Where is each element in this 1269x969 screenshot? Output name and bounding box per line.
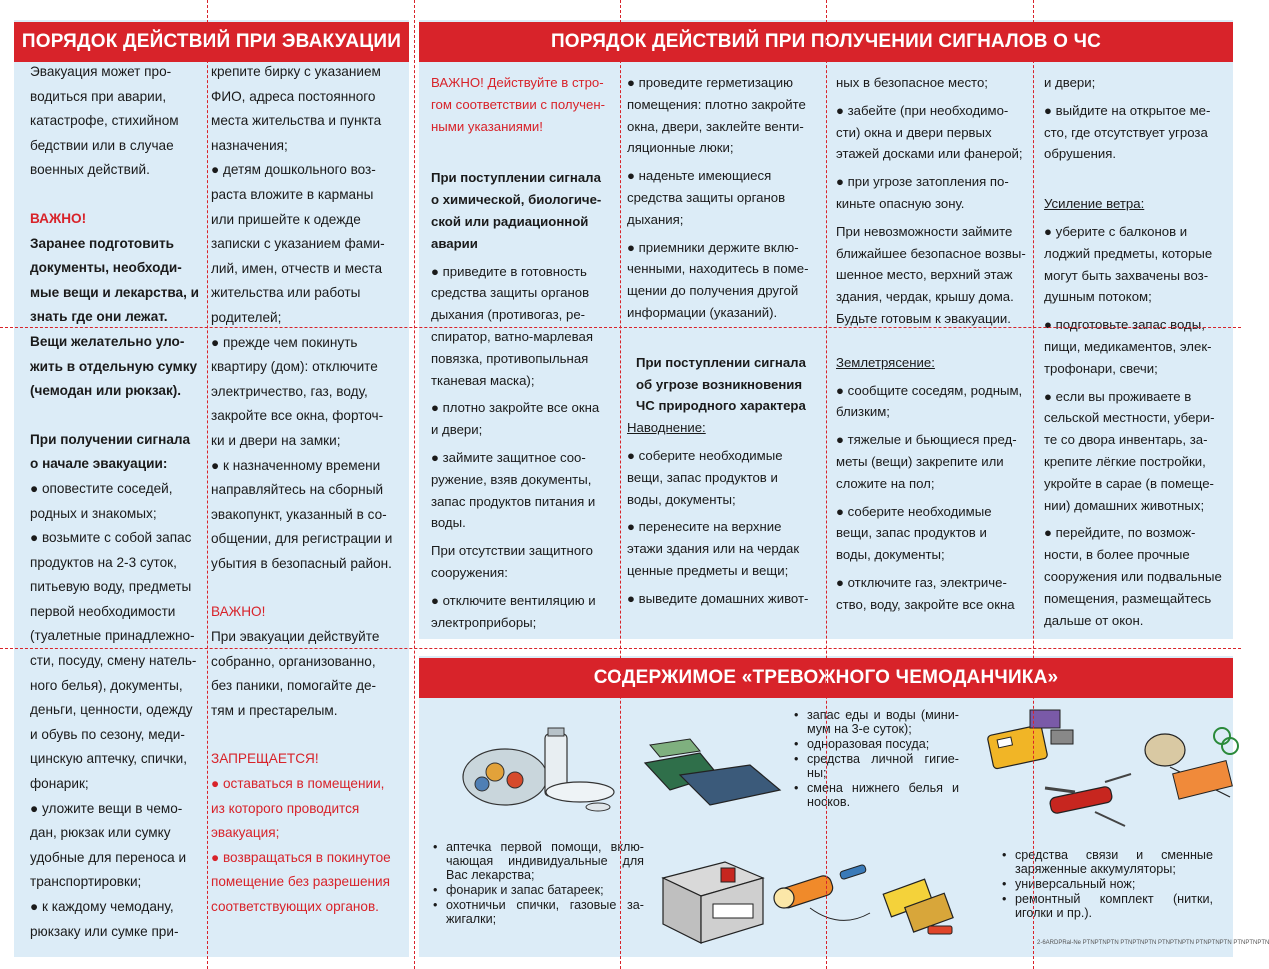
text-line: ● займите защитное соо- <box>431 449 586 465</box>
fold-line <box>0 327 1241 328</box>
text-line: (чемодан или рюкзак). <box>30 383 182 399</box>
text-line: знать где они лежат. <box>30 309 168 325</box>
text-line: квартиру (дом): отключите <box>211 359 378 375</box>
forbidden-label: ЗАПРЕЩАЕТСЯ! <box>211 751 319 767</box>
text-line: ближайшее безопасное возвы- <box>836 245 1026 261</box>
text-line: могут быть захвачены воз- <box>1044 267 1209 283</box>
text-line: цинскую аптечку, спички, <box>30 751 187 767</box>
text-line: ● наденьте имеющиеся <box>627 168 772 184</box>
text-line: крепите бирку с указанием <box>211 64 381 79</box>
fold-line <box>414 0 415 969</box>
text-line: дан, рюкзак или сумку <box>30 825 171 841</box>
text-line: ЧС природного характера <box>636 398 806 414</box>
pocket-knife-illustration <box>1035 770 1135 835</box>
text-line: ● уложите вещи в чемо- <box>30 800 183 816</box>
text-line: киньте опасную зону. <box>836 195 965 211</box>
kit-list-medical <box>432 840 644 927</box>
text-line: электроприборы; <box>431 614 537 630</box>
text-line: ● забейте (при необходимо- <box>836 102 1009 118</box>
text-line: ● к каждому чемодану, <box>30 899 174 914</box>
text-line: окна, двери, заклейте венти- <box>627 118 804 134</box>
list-item: • ремонтный комплект (нитки, иголки и пр.). <box>1001 892 1213 920</box>
text-line: сельской местности, убери- <box>1044 410 1215 426</box>
text-line: ● возвращаться в покинутое <box>211 849 391 865</box>
text-line: пищи, медикаментов, элек- <box>1044 338 1212 354</box>
text-line: родителей; <box>211 309 282 325</box>
text-line: ● выйдите на открытое ме- <box>1044 102 1211 118</box>
text-line: ● если вы проживаете в <box>1044 388 1192 404</box>
text-line: При невозможности займите <box>836 223 1013 239</box>
important-label: ВАЖНО! <box>30 210 87 226</box>
text-line: жить в отдельную сумку <box>30 358 198 374</box>
evac-header <box>14 22 409 62</box>
text-line: обрушения. <box>1044 146 1117 162</box>
text-line: об угрозе возникновения <box>636 376 803 392</box>
text-line: (туалетные принадлежно- <box>30 628 195 644</box>
signals-column-1 <box>431 72 617 633</box>
text-line: ● выведите домашних живот- <box>627 590 809 606</box>
list-item: • средства связи и сменные заряженные аккумуляторы; <box>1001 848 1213 876</box>
text-line: ● подготовьте запас воды, <box>1044 317 1205 333</box>
text-line: закройте все окна, форточ- <box>211 408 384 424</box>
text-line: ных в безопасное место; <box>836 75 988 90</box>
electronics-illustration <box>985 700 1085 775</box>
text-line: документы, необходи- <box>30 260 182 276</box>
text-line: ● оповестите соседей, <box>30 480 173 496</box>
text-line: близким; <box>836 404 890 420</box>
signals-column-2 <box>627 72 823 610</box>
text-line: ружение, взяв документы, <box>431 471 592 487</box>
signals-column-4 <box>1044 72 1228 631</box>
fold-line <box>620 0 621 969</box>
wind-heading: Усиление ветра: <box>1044 196 1145 212</box>
text-line: и обувь по сезону, меди- <box>30 726 185 742</box>
text-line: и двери; <box>431 422 483 438</box>
text-line: ● отключите вентиляцию и <box>431 592 596 608</box>
text-line: При получении сигнала <box>30 431 191 447</box>
text-line: ство, воду, закройте все окна <box>836 596 1015 612</box>
text-line: первой необходимости <box>30 603 176 619</box>
list-item: • универсальный нож; <box>1001 877 1213 891</box>
text-line: продуктов на 2-3 суток, <box>30 554 177 570</box>
text-line: шенное место, верхний этаж <box>836 267 1013 283</box>
text-line: ляционные люки; <box>627 140 734 156</box>
text-line: ● перенесите на верхние <box>627 519 782 535</box>
food-supplies-illustration <box>460 722 630 817</box>
flashlight-illustration <box>770 858 880 928</box>
text-line: мые вещи и лекарства, и <box>30 284 200 300</box>
print-footer: 2-6ARDPRal-Ne PTNPTNPTN PTNPTNPTN PTNPTNPTN PTNPTNPTN PTNPTNPTN <box>1037 940 1269 946</box>
clothes-illustration <box>640 735 790 810</box>
list-item: • одноразовая посуда; <box>793 737 959 751</box>
text-line: ● к назначенному времени <box>211 457 381 473</box>
text-line: ● отключите газ, электриче- <box>836 574 1007 590</box>
fold-line <box>207 0 208 969</box>
text-line: назначения; <box>211 137 288 153</box>
text-line: тям и престарелым. <box>211 702 338 718</box>
text-line: из которого проводится <box>211 800 360 816</box>
text-line: водиться при аварии, <box>30 88 167 104</box>
list-item: • средства личной гигие-ны; <box>793 752 959 780</box>
text-line: ● оставаться в помещении, <box>211 776 385 792</box>
text-line: ФИО, адреса постоянного <box>211 88 376 104</box>
text-line: о химической, биологиче- <box>431 192 602 208</box>
text-line: помещение без разрешения <box>211 874 391 890</box>
text-line: ● прежде чем покинуть <box>211 334 358 350</box>
text-line: катастрофе, стихийном <box>30 113 179 129</box>
list-item: • охотничьи спички, газовые за-жигалки; <box>432 898 644 926</box>
evac-column-2 <box>211 60 407 920</box>
text-line: вещи, запас продуктов и <box>627 469 778 485</box>
text-line: сооружения: <box>431 564 508 580</box>
earthquake-heading: Землетрясение: <box>836 354 935 370</box>
text-line: повязка, противопыльная <box>431 350 589 366</box>
first-aid-kit-illustration <box>655 848 770 948</box>
text-line: собранно, организованно, <box>211 653 376 669</box>
list-item: • фонарик и запас батареек; <box>432 883 644 897</box>
text-line: средства защиты органов <box>627 189 786 205</box>
text-line: информации (указаний). <box>627 304 778 320</box>
evac-title: ПОРЯДОК ДЕЙСТВИЙ ПРИ ЭВАКУАЦИИ <box>21 31 402 52</box>
text-line: ● соберите необходимые <box>836 503 992 519</box>
text-line: удобные для переноса и <box>30 849 187 865</box>
text-line: ности, в более прочные <box>1044 547 1190 563</box>
text-line: здания, чердак, крышу дома. <box>836 289 1014 305</box>
list-item: • смена нижнего белья и носков. <box>793 781 959 809</box>
text-line: эвакопункт, указанный в со- <box>211 506 387 522</box>
signals-title: ПОРЯДОК ДЕЙСТВИЙ ПРИ ПОЛУЧЕНИИ СИГНАЛОВ О ЧС <box>550 31 1102 52</box>
text-line: сооружения или подвальные <box>1044 568 1222 584</box>
text-line: Будьте готовым к эвакуации. <box>836 310 1011 326</box>
text-line: раста вложите в карманы <box>211 186 374 202</box>
text-line: этажи здания или на чердак <box>627 541 800 557</box>
text-line: ценные предметы и вещи; <box>627 562 789 578</box>
text-line: ● перейдите, по возмож- <box>1044 525 1196 541</box>
text-line: или пришейте к одежде <box>211 211 361 227</box>
text-line: При отсутствии защитного <box>431 543 594 559</box>
text-line: ● приведите в готовность <box>431 263 587 279</box>
text-line: жительства или работы <box>211 285 361 301</box>
text-line: тканевая маска); <box>431 372 535 388</box>
text-line: Заранее подготовить <box>30 235 174 251</box>
text-line: ● соберите необходимые <box>627 447 783 463</box>
text-line: помещения: плотно закройте <box>627 96 806 112</box>
text-line: ченными, находитесь в поме- <box>627 261 809 277</box>
text-line: ● детям дошкольного воз- <box>211 162 376 178</box>
text-line: направляйтесь на сборный <box>211 482 384 498</box>
text-line: электричество, газ, воду, <box>211 383 368 399</box>
text-line: сти) окна и двери первых <box>836 124 992 140</box>
text-line: ● тяжелые и бьющиеся пред- <box>836 432 1017 448</box>
text-line: деньги, ценности, одежду <box>30 702 193 718</box>
text-line: убытия в безопасный район. <box>211 555 392 571</box>
list-item: • запас еды и воды (мини-мум на 3-е суток); <box>793 708 959 736</box>
list-item: • аптечка первой помощи, вклю-чающая индивидуальные для Вас лекарства; <box>432 840 644 882</box>
text-line: ного белья), документы, <box>30 677 183 693</box>
text-line: дальше от окон. <box>1044 612 1144 628</box>
text-line: Вещи желательно уло- <box>30 333 185 349</box>
text-line: родных и знакомых; <box>30 505 157 521</box>
important-label: ВАЖНО! <box>211 604 266 620</box>
fold-line <box>826 0 827 969</box>
text-line: трофонари, свечи; <box>1044 360 1158 376</box>
text-line: сто, где отсутствует угроза <box>1044 124 1208 140</box>
text-line: ными указаниями! <box>431 118 543 134</box>
text-line: воды, документы; <box>627 491 736 507</box>
text-line: вещи, запас продуктов и <box>836 525 987 541</box>
text-line: укройте в сарае (в помеще- <box>1044 475 1214 491</box>
text-line: и двери; <box>1044 75 1096 90</box>
text-line: этажей досками или фанерой; <box>836 146 1023 162</box>
text-line: ● проведите герметизацию <box>627 75 794 90</box>
text-line: аварии <box>431 235 478 251</box>
text-line: сложите на пол; <box>836 475 935 491</box>
text-line: ● плотно закройте все окна <box>431 400 600 416</box>
text-line: рюкзаку или сумке при- <box>30 923 179 939</box>
text-line: дыхания (противогаз, ре- <box>431 307 586 323</box>
important-note: ВАЖНО! Действуйте в стро- <box>431 75 604 90</box>
text-line: транспортировки; <box>30 874 142 890</box>
fold-line <box>1033 0 1034 969</box>
text-line: сти, посуду, смену натель- <box>30 653 197 669</box>
text-line: лий, имен, отчеств и места <box>211 260 383 276</box>
sewing-kit-illustration <box>1130 712 1240 797</box>
text-line: соответствующих органов. <box>211 899 379 914</box>
text-line: эвакуация; <box>211 825 280 841</box>
evac-column-1 <box>30 60 205 944</box>
text-line: дыхания; <box>627 211 684 227</box>
text-line: ● приемники держите вклю- <box>627 239 799 255</box>
text-line: При эвакуации действуйте <box>211 629 380 645</box>
text-line: спиратор, ватно-марлевая <box>431 328 593 344</box>
text-line: меты (вещи) закрепите или <box>836 453 1004 469</box>
text-line: без паники, помогайте де- <box>211 678 377 694</box>
text-line: ● возьмите с собой запас <box>30 530 192 546</box>
kit-list-food <box>793 708 959 810</box>
text-line: ской или радиационной <box>431 213 589 229</box>
text-line: воды. <box>431 515 466 531</box>
text-line: запас продуктов питания и <box>431 493 596 509</box>
text-line: При поступлении сигнала <box>431 170 601 186</box>
text-line: ● при угрозе затопления по- <box>836 174 1009 190</box>
text-line: помещения, размещайтесь <box>1044 590 1212 606</box>
text-line: лоджий предметы, которые <box>1044 245 1213 261</box>
text-line: средства защиты органов <box>431 285 590 301</box>
text-line: воды, документы; <box>836 547 945 563</box>
text-line: записки с указанием фами- <box>211 236 385 252</box>
text-line: гом соответствии с получен- <box>431 96 606 112</box>
text-line: Эвакуация может про- <box>30 64 172 79</box>
text-line: ● уберите с балконов и <box>1044 223 1188 239</box>
text-line: о начале эвакуации: <box>30 456 168 472</box>
flood-heading: Наводнение: <box>627 420 706 436</box>
matches-illustration <box>878 868 968 943</box>
text-line: крепите лёгкие постройки, <box>1044 453 1206 469</box>
text-line: ● сообщите соседям, родным, <box>836 382 1023 398</box>
text-line: бедствии или в случае <box>30 137 174 153</box>
text-line: нии) домашних животных; <box>1044 497 1205 513</box>
text-line: ки и двери на замки; <box>211 432 341 448</box>
text-line: питьевую воду, предметы <box>30 579 192 595</box>
text-line: общении, для регистрации и <box>211 531 393 547</box>
signals-column-3 <box>836 72 1032 616</box>
text-line: военных действий. <box>30 162 150 178</box>
text-line: При поступлении сигнала <box>636 354 806 370</box>
text-line: щении до получения другой <box>627 283 799 299</box>
text-line: места жительства и пункта <box>211 113 382 129</box>
text-line: душным потоком; <box>1044 289 1152 305</box>
text-line: фонарик; <box>30 776 89 792</box>
kit-title: СОДЕРЖИМОЕ «ТРЕВОЖНОГО ЧЕМОДАНЧИКА» <box>593 667 1059 688</box>
fold-line <box>0 648 1241 649</box>
text-line: те со двора инвентарь, за- <box>1044 432 1208 448</box>
